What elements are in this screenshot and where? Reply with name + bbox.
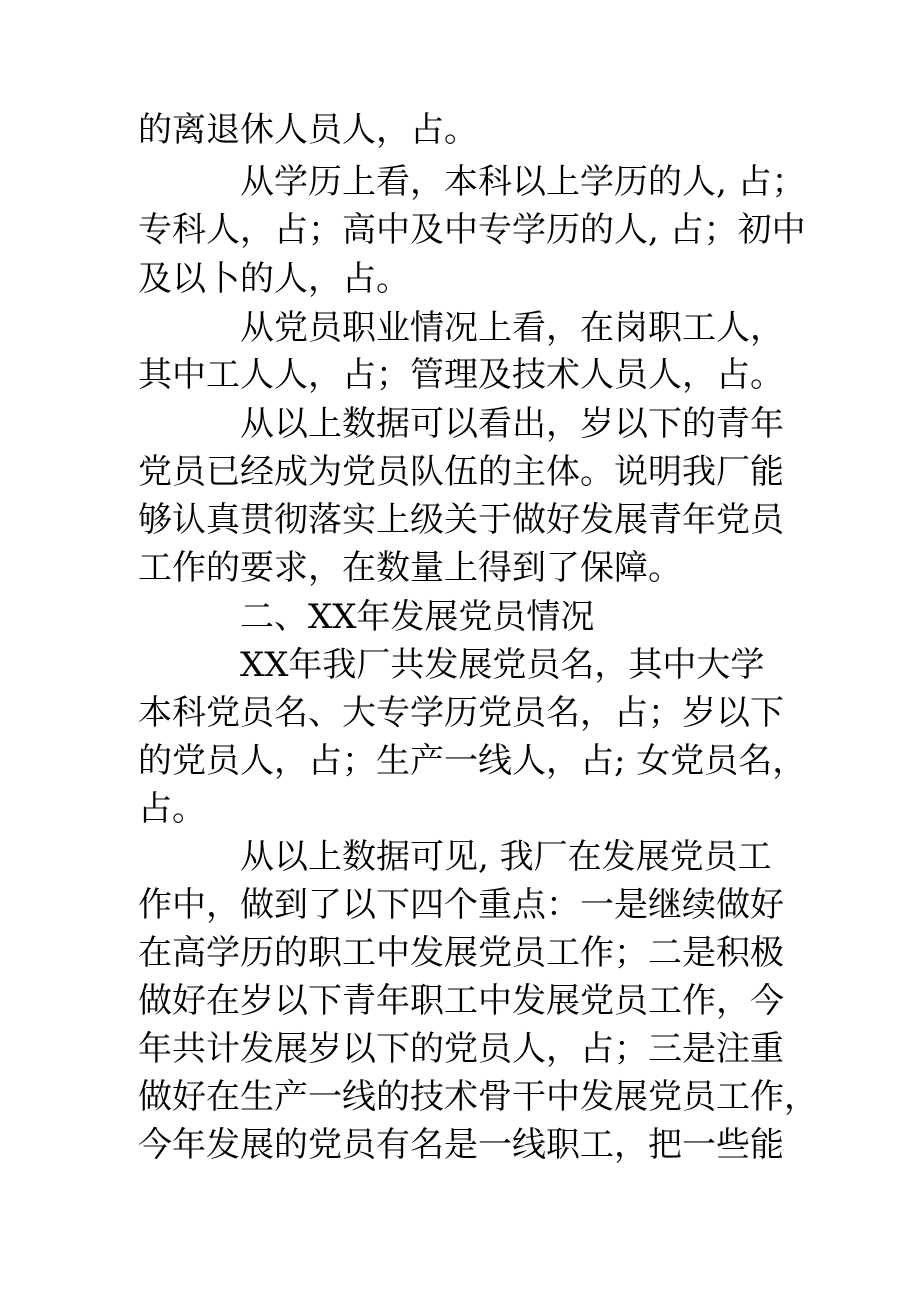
text-line: 在高学历的职工中发展党员工作；二是积极	[138, 933, 784, 973]
text-line: 的党员人，占；生产一线人，占; 女党员名，	[138, 741, 807, 781]
paragraph-start-line: 从以上数据可以看出，岁以下的青年	[240, 404, 784, 444]
paragraph-start-line: XX年我厂共发展党员名，其中大学	[240, 645, 765, 685]
text-line: 工作的要求，在数量上得到了保障。	[138, 548, 682, 588]
text-line: 做好在岁以下青年职工中发展党员工作，今	[138, 981, 784, 1021]
text-line: 今年发展的党员有名是一线职工，把一些能	[138, 1125, 784, 1165]
section-heading: 二、XX年发展党员情况	[240, 597, 595, 637]
text-line: 本科党员名、大专学历党员名，占；岁以下	[138, 693, 784, 733]
text-line: 做好在生产一线的技术骨干中发展党员工作，	[138, 1077, 818, 1117]
text-line: 其中工人人，占；管理及技术人员人，占。	[138, 355, 784, 395]
text-line: 够认真贯彻落实上级关于做好发展青年党员	[138, 500, 784, 540]
text-line: 年共计发展岁以下的党员人，占；三是注重	[138, 1029, 784, 1069]
text-line: 的离退休人员人，占。	[138, 110, 478, 150]
text-line: 党员已经成为党员队伍的主体。说明我厂能	[138, 452, 784, 492]
text-line: 作中，做到了以下四个重点：一是继续做好	[138, 885, 784, 925]
text-line: 专科人，占；高中及中专学历的人, 占；初中	[138, 210, 806, 250]
paragraph-start-line: 从党员职业情况上看，在岗职工人，	[240, 308, 784, 348]
paragraph-start-line: 从学历上看，本科以上学历的人, 占；	[240, 162, 806, 202]
paragraph-start-line: 从以上数据可见, 我厂在发展党员工	[240, 837, 772, 877]
text-line: 占。	[138, 789, 206, 829]
text-line: 及以卜的人，占。	[138, 259, 410, 299]
